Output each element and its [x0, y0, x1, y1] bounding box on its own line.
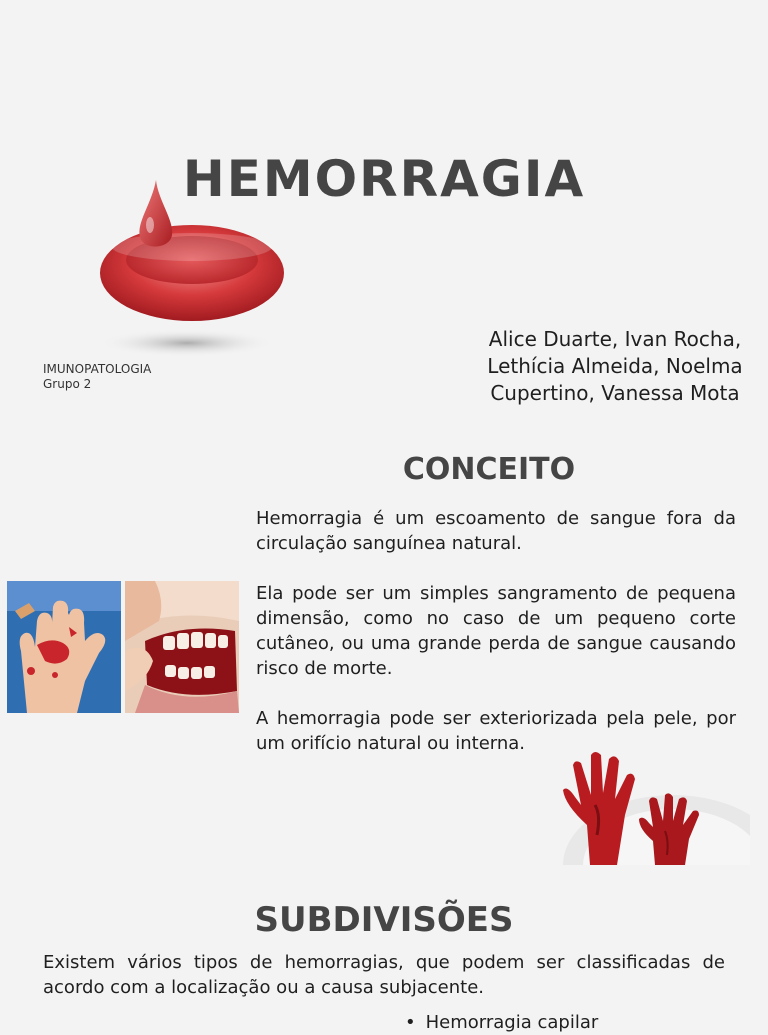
- concept-paragraph: Ela pode ser um simples sangramento de pequena dimensão, como no caso de um pequeno corte cutâneo, ou uma grande perda de sangue causando risco de morte.: [256, 583, 736, 679]
- blood-drop-cell-image: [92, 175, 292, 365]
- authors: [470, 326, 760, 407]
- authors-line: Cupertino, Vanessa Mota: [490, 381, 740, 405]
- list-item: [405, 1010, 598, 1035]
- subdivisions-heading: SUBDIVISÕES: [254, 900, 514, 940]
- concept-paragraph: A hemorragia pode ser exteriorizada pela pele, por um orifício natural ou interna.: [256, 708, 736, 754]
- group-name: Grupo 2: [43, 377, 92, 391]
- bleeding-gums-photo: [125, 581, 239, 713]
- bleeding-hand-photo: [7, 581, 121, 713]
- page-title: HEMORRAGIA: [182, 150, 586, 208]
- course-name: IMUNOPATOLOGIA: [43, 362, 152, 376]
- subdivisions-paragraph: Existem vários tipos de hemorragias, que podem ser classificadas de acordo com a localização ou a causa subjacente.: [43, 952, 725, 998]
- authors-line: Lethícia Almeida, Noelma: [487, 354, 743, 378]
- list-item-label: Hemorragia capilar: [425, 1012, 599, 1033]
- concept-paragraph: Hemorragia é um escoamento de sangue fora da circulação sanguínea natural.: [256, 508, 736, 554]
- bloody-hands-image: [535, 745, 750, 865]
- authors-line: Alice Duarte, Ivan Rocha,: [488, 327, 742, 351]
- course-label: [43, 362, 151, 392]
- bullet-icon: •: [405, 1012, 416, 1033]
- concept-heading: CONCEITO: [402, 452, 576, 487]
